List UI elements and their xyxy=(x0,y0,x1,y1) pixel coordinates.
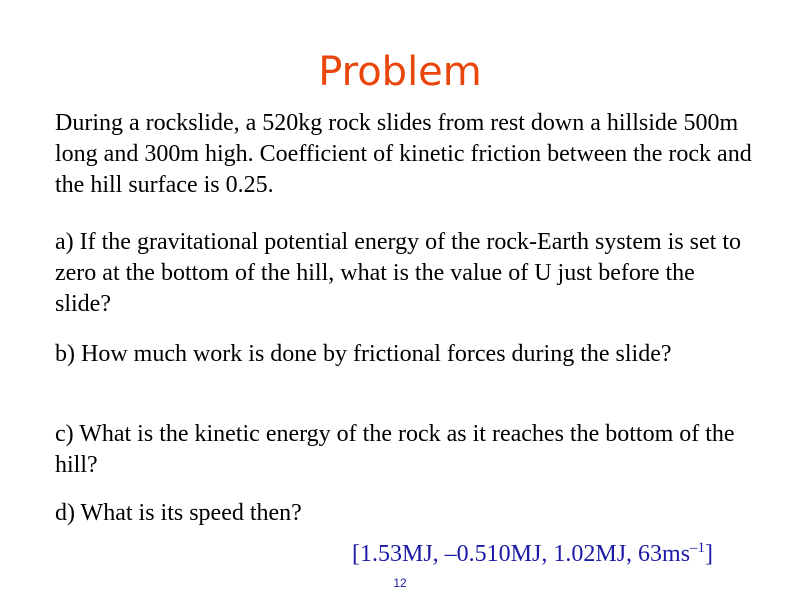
question-c: c) What is the kinetic energy of the rock as it reaches the bottom of the hill? xyxy=(55,421,735,478)
answer-exponent: –1 xyxy=(690,540,706,556)
page-number: 12 xyxy=(393,576,407,590)
question-b: b) How much work is done by frictional forces during the slide? xyxy=(55,341,672,367)
problem-statement: During a rockslide, a 520kg rock slides from rest down a hillside 500m long and 300m high. Coefficient of kinetic friction between the rock and the hill surface is 0.25. xyxy=(55,110,752,198)
question-d: d) What is its speed then? xyxy=(55,500,302,526)
answer-close: ] xyxy=(705,541,714,567)
question-a: a) If the gravitational potential energy of the rock-Earth system is set to zero at the bottom of the hill, what is the value of U just before the slide? xyxy=(55,229,742,317)
slide-title: Problem xyxy=(318,49,482,95)
answer-main: [1.53MJ, –0.510MJ, 1.02MJ, 63ms xyxy=(352,541,691,567)
answer-key xyxy=(352,539,713,570)
